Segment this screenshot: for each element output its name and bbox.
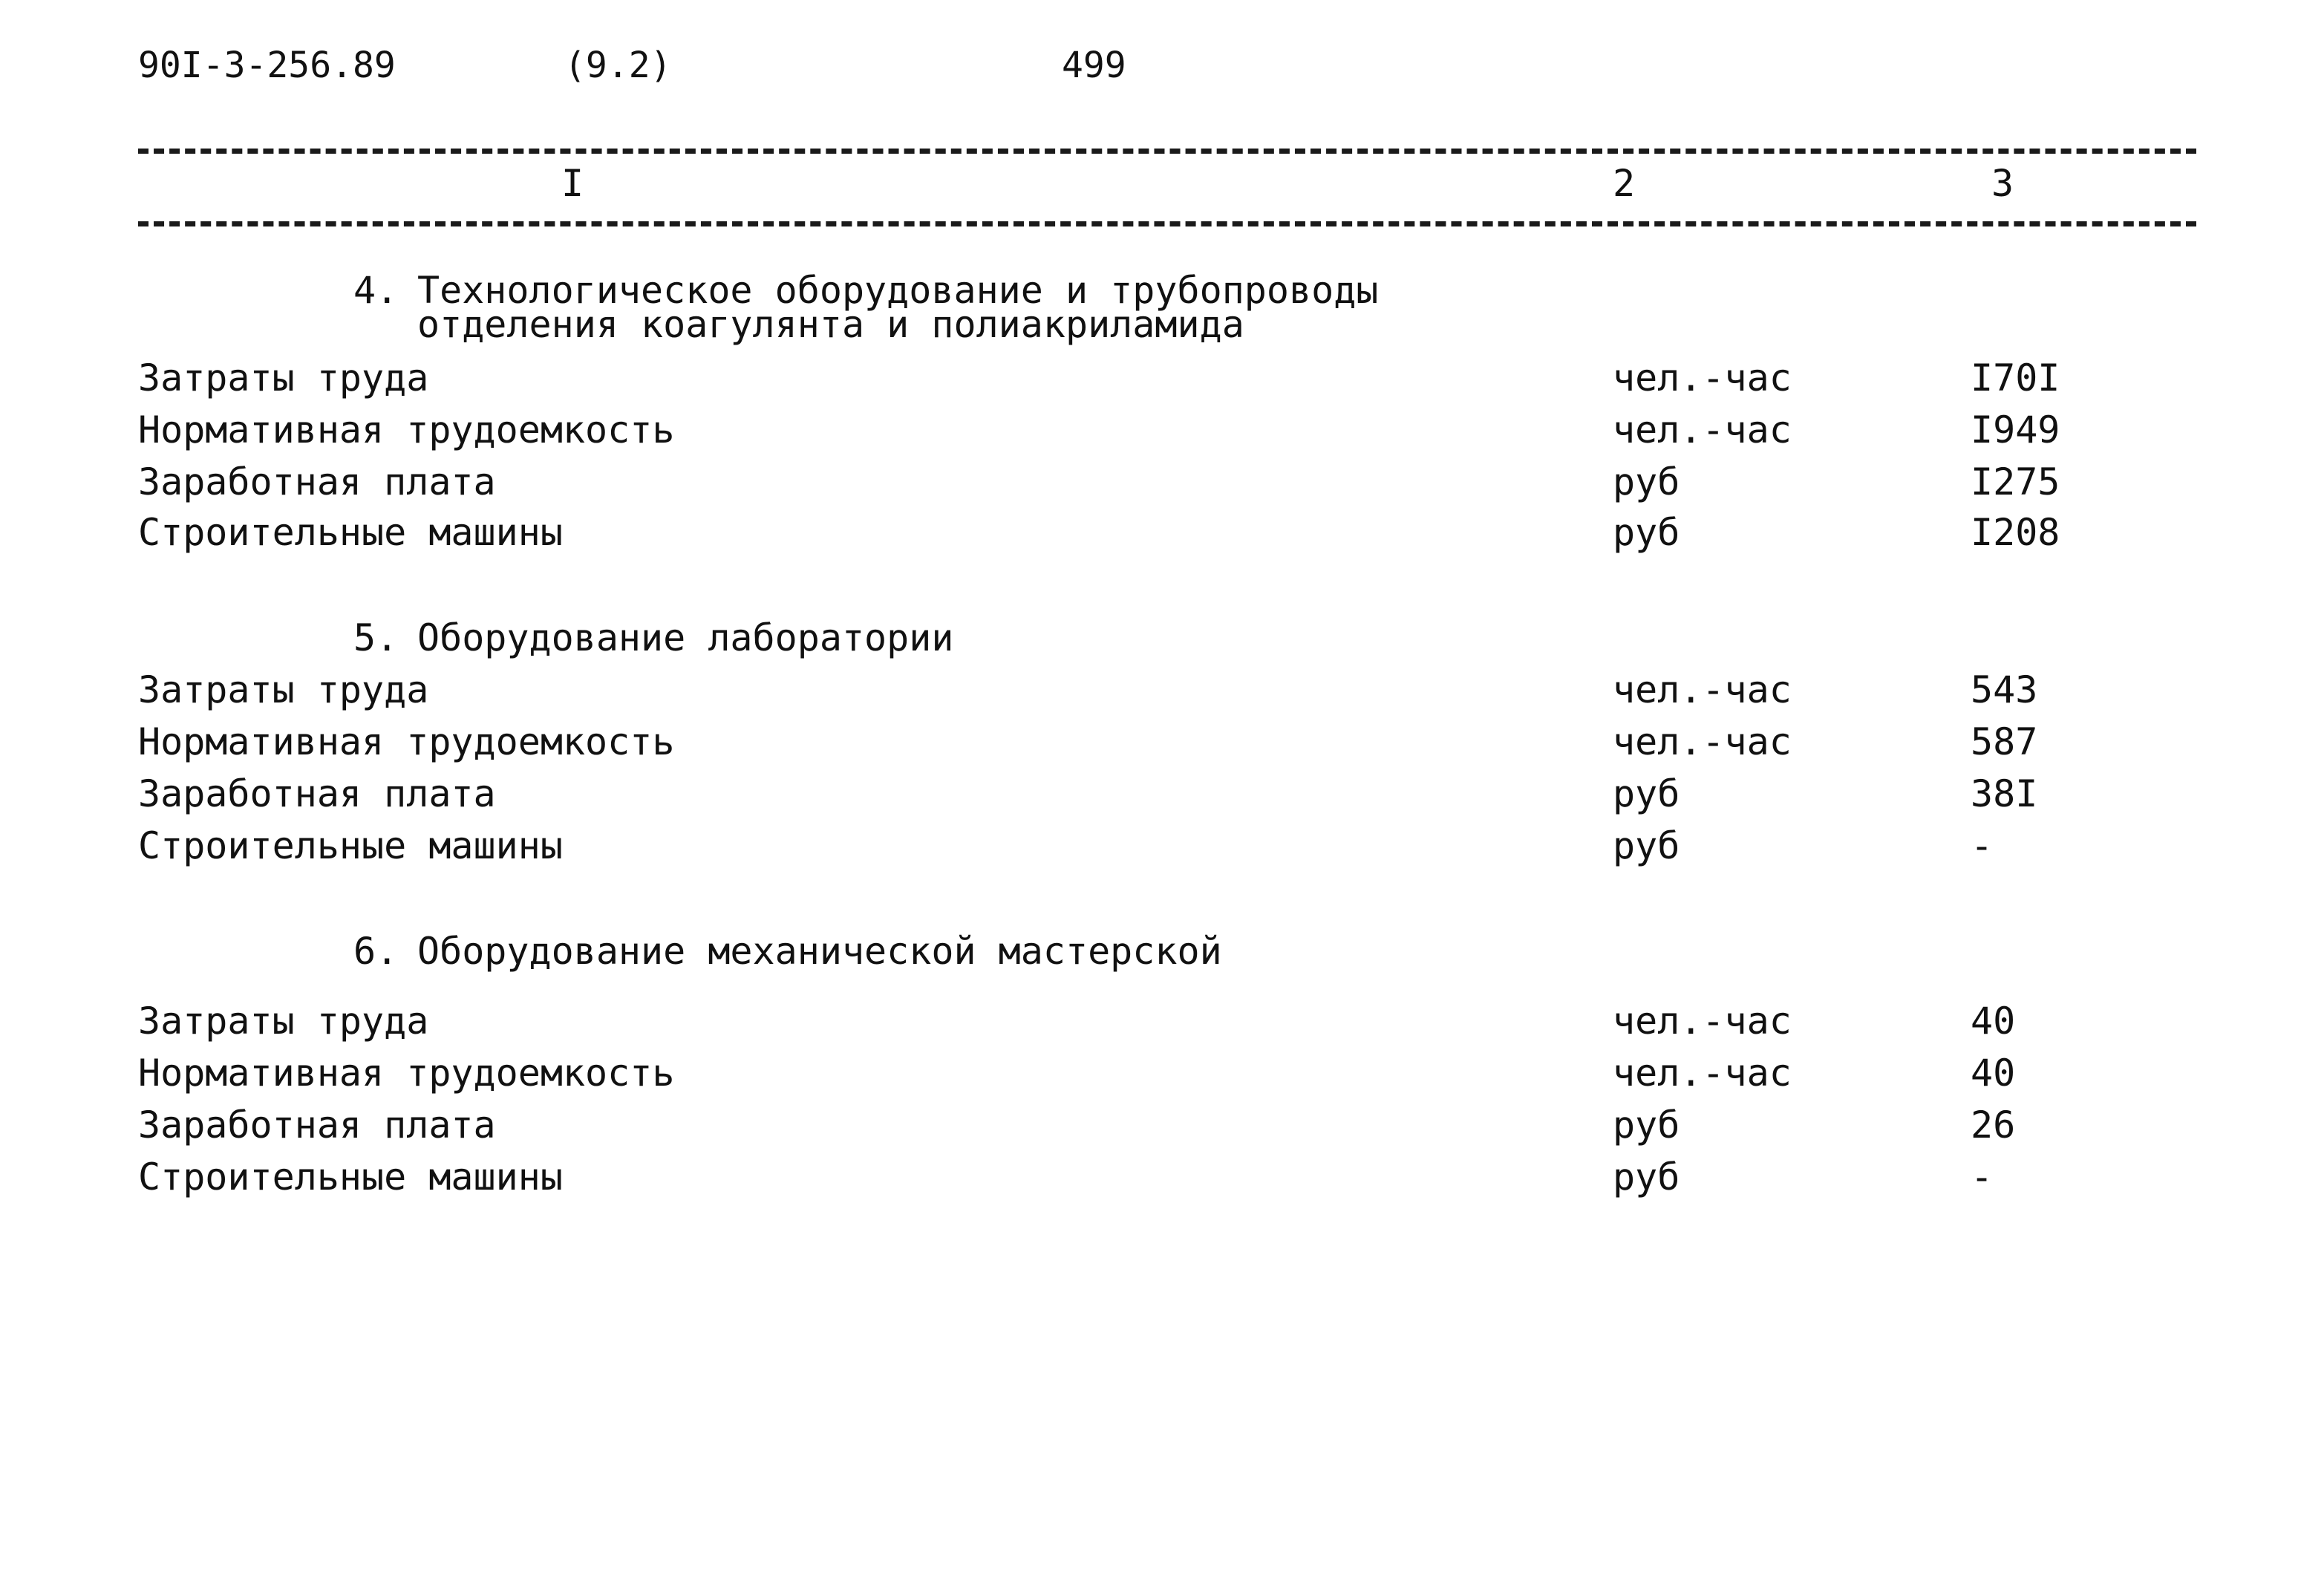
row-label: Заработная плата	[138, 1103, 496, 1147]
row-value: -	[1971, 1155, 1994, 1199]
row-unit: чел.-час	[1613, 408, 1792, 451]
row-unit: руб	[1613, 824, 1680, 867]
table-row	[0, 356, 2324, 404]
column-header-1: I	[561, 162, 584, 205]
table-header-top-rule	[138, 149, 2196, 154]
row-unit: руб	[1613, 460, 1680, 503]
row-label: Нормативная трудоемкость	[138, 720, 675, 763]
row-value: I70I	[1971, 356, 2060, 400]
section-title-text: Технологическое оборудование и трубопроводы	[417, 269, 1379, 312]
table-row	[0, 408, 2324, 456]
row-unit: руб	[1613, 1103, 1680, 1147]
row-value: 40	[1971, 1000, 2016, 1043]
section-title-continuation: отделения коагулянта и полиакриламида	[417, 303, 1244, 346]
table-row	[0, 511, 2324, 558]
row-unit: чел.-час	[1613, 1000, 1792, 1043]
table-row	[0, 824, 2324, 872]
row-label: Нормативная трудоемкость	[138, 1052, 675, 1095]
row-value: I275	[1971, 460, 2060, 503]
section-title-text: Оборудование механической мастерской	[417, 930, 1222, 973]
section-reference: (9.2)	[564, 45, 672, 86]
page-number: 499	[1062, 45, 1126, 86]
document-code: 90I-3-256.89	[138, 45, 396, 86]
table-row	[0, 772, 2324, 820]
row-unit: руб	[1613, 1155, 1680, 1199]
row-unit: чел.-час	[1613, 1052, 1792, 1095]
table-row	[0, 720, 2324, 768]
row-value: 543	[1971, 668, 2038, 711]
section-title	[353, 616, 954, 659]
row-value: 40	[1971, 1052, 2016, 1095]
row-label: Строительные машины	[138, 511, 563, 554]
row-value: I949	[1971, 408, 2060, 451]
table-row	[0, 1103, 2324, 1151]
table-row	[0, 1155, 2324, 1203]
row-label: Нормативная трудоемкость	[138, 408, 675, 451]
row-label: Заработная плата	[138, 460, 496, 503]
section-title-text: Оборудование лаборатории	[417, 616, 954, 659]
section-title	[353, 930, 1222, 973]
row-unit: чел.-час	[1613, 720, 1792, 763]
row-unit: руб	[1613, 511, 1680, 554]
row-value: 587	[1971, 720, 2038, 763]
row-label: Строительные машины	[138, 1155, 563, 1199]
row-label: Строительные машины	[138, 824, 563, 867]
row-unit: руб	[1613, 772, 1680, 815]
section-number: 4.	[353, 269, 399, 312]
table-row	[0, 1002, 2324, 1047]
section-number: 6.	[353, 930, 399, 973]
table-row	[0, 1054, 2324, 1099]
row-label: Затраты труда	[138, 668, 429, 711]
column-header-2: 2	[1613, 162, 1636, 205]
table-header-bottom-rule	[138, 221, 2196, 226]
row-label: Затраты труда	[138, 1000, 429, 1043]
table-row	[0, 668, 2324, 716]
table-row	[0, 460, 2324, 508]
section-number: 5.	[353, 616, 399, 659]
row-label: Заработная плата	[138, 772, 496, 815]
row-value: I208	[1971, 511, 2060, 554]
row-value: 38I	[1971, 772, 2038, 815]
row-value: -	[1971, 824, 1994, 867]
column-header-3: 3	[1991, 162, 2014, 205]
row-unit: чел.-час	[1613, 356, 1792, 400]
row-label: Затраты труда	[138, 356, 429, 400]
row-unit: чел.-час	[1613, 668, 1792, 711]
row-value: 26	[1971, 1103, 2016, 1147]
